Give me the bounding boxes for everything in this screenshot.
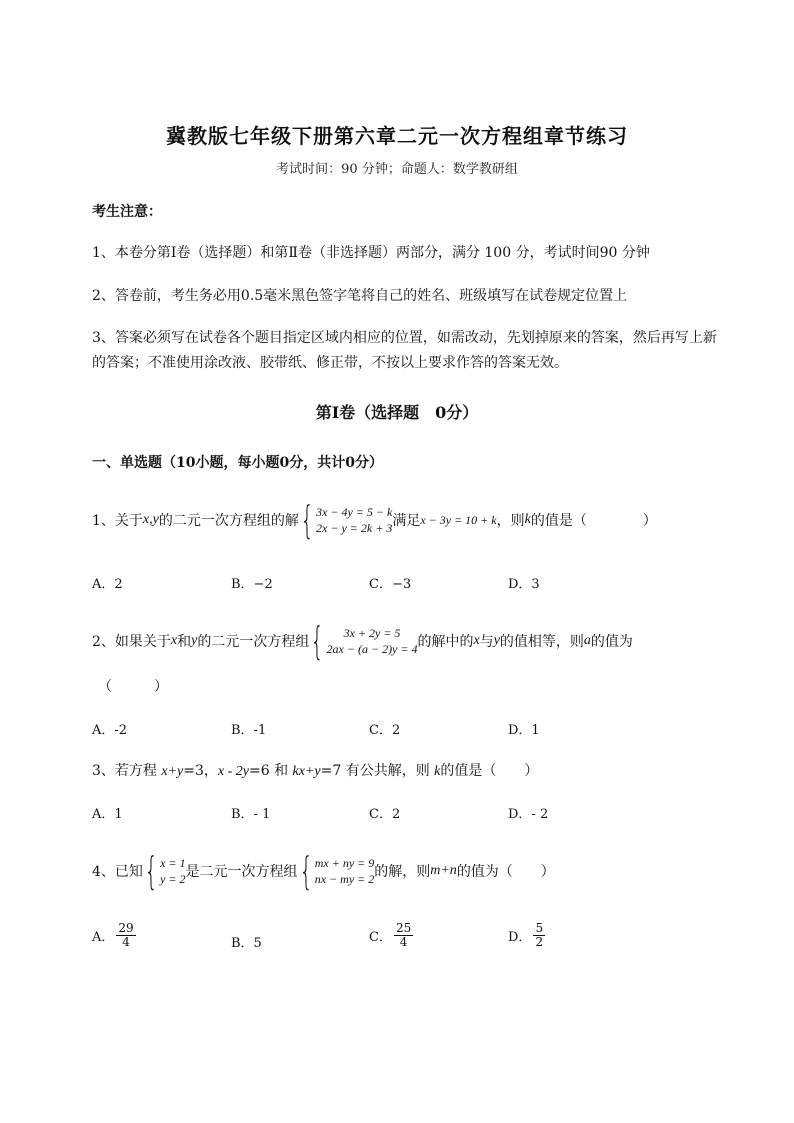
question-1 xyxy=(92,500,657,540)
q3-eq1: x+y xyxy=(161,764,184,779)
q2-eq2: 2ax − (a − 2)y = 4 xyxy=(326,642,418,656)
q1-vars: x,y xyxy=(142,512,159,527)
q3-eq3-value: =7 有公共解，则 xyxy=(320,763,430,779)
page-title: 冀教版七年级下册第六章二元一次方程组章节练习 xyxy=(166,124,628,148)
q1-tail-pre: ，则 xyxy=(496,513,525,529)
q2-y2: y xyxy=(493,633,500,648)
fraction-denominator: 2 xyxy=(535,935,544,949)
q4-option-b[interactable]: B．5 xyxy=(231,936,262,951)
q4-mid: 是二元一次方程组 xyxy=(185,864,298,880)
q3-option-d[interactable]: D．- 2 xyxy=(508,807,549,822)
q2-prefix: 2、如果关于 xyxy=(92,634,171,650)
q1-equation-system xyxy=(299,498,393,542)
q4-tail: 的值为（ ） xyxy=(456,864,555,880)
notice-item-2: 2、答卷前，考生务必用0.5毫米黑色签字笔将自己的姓名、班级填写在试卷规定位置上 xyxy=(92,288,628,304)
q1-eq1: 3x − 4y = 5 − k xyxy=(316,505,393,519)
notice-heading: 考生注意： xyxy=(92,204,162,220)
q2-after1: 的解中的 xyxy=(417,634,474,650)
q2-equation-system xyxy=(309,619,418,663)
q4-solution-system xyxy=(143,849,186,893)
q3-k: k xyxy=(434,764,441,779)
q3-eq3: kx+y xyxy=(292,764,321,779)
q4-option-d-label: D． xyxy=(508,930,532,945)
q1-k: k xyxy=(524,512,531,527)
q4-option-d[interactable] xyxy=(508,922,545,949)
question-4 xyxy=(92,850,555,892)
q2-after3: 的值相等，则 xyxy=(499,634,584,650)
q4-sol-x: x = 1 xyxy=(160,856,186,870)
notice-item-3: 3、答案必须写在试卷各个题目指定区域内相应的位置，如需改动，先划掉原来的答案，然后再写上新 xyxy=(92,330,717,346)
notice-item-1: 1、本卷分第Ⅰ卷（选择题）和第Ⅱ卷（非选择题）两部分，满分 100 分，考试时间90 分钟 xyxy=(92,245,650,261)
q3-eq2-value: =6 和 xyxy=(248,763,289,779)
brace-icon: { xyxy=(144,849,158,893)
q3-eq1-value: =3， xyxy=(183,763,218,779)
q1-option-d[interactable]: D．3 xyxy=(508,577,540,592)
q4-eq2: nx − my = 2 xyxy=(314,872,375,886)
q4-prefix: 4、已知 xyxy=(92,864,143,880)
fraction-numerator: 25 xyxy=(395,921,412,935)
q1-option-a[interactable]: A．2 xyxy=(92,577,123,592)
q4-sol-y: y = 2 xyxy=(160,872,186,886)
q1-condition: x − 3y = 10 + k xyxy=(420,512,497,527)
q2-a: a xyxy=(583,633,591,648)
q2-option-d[interactable]: D．1 xyxy=(508,723,540,738)
q4-after: 的解，则 xyxy=(374,864,431,880)
q3-option-a[interactable]: A．1 xyxy=(92,807,123,822)
q4-equation-system xyxy=(298,849,375,893)
q1-option-c[interactable]: C．−3 xyxy=(369,577,412,592)
q2-option-a[interactable]: A．-2 xyxy=(92,723,128,738)
brace-icon: { xyxy=(298,849,313,893)
q1-prefix: 1、关于 xyxy=(92,513,143,529)
fraction-denominator: 4 xyxy=(399,935,408,949)
section-title: 第Ⅰ卷（选择题 0分） xyxy=(315,403,479,422)
q4-option-a-fraction xyxy=(116,922,135,949)
q1-option-b[interactable]: B．−2 xyxy=(231,577,273,592)
q4-option-c-fraction xyxy=(394,922,413,949)
q1-eq2: 2x − y = 2k + 3 xyxy=(316,521,393,535)
question-3 xyxy=(92,760,538,780)
q4-option-a[interactable] xyxy=(92,922,136,949)
q2-y: y xyxy=(191,633,198,648)
q4-option-d-fraction xyxy=(533,922,545,949)
part-heading: 一、单选题（10小题，每小题0分，共计0分） xyxy=(92,455,383,471)
q4-option-c[interactable] xyxy=(369,922,413,949)
q3-option-c[interactable]: C．2 xyxy=(369,807,401,822)
q2-x2: x xyxy=(473,633,480,648)
brace-icon: { xyxy=(300,498,314,542)
fraction-denominator: 4 xyxy=(122,935,130,949)
question-2 xyxy=(92,620,633,662)
q2-after2: 与 xyxy=(479,634,494,650)
q4-option-c-label: C． xyxy=(369,930,392,945)
exam-info: 考试时间：90 分钟；命题人：数学教研组 xyxy=(276,162,518,177)
q3-option-b[interactable]: B．- 1 xyxy=(231,807,271,822)
q2-answer-paren: （ ） xyxy=(98,679,168,695)
q3-eq2: x - 2y xyxy=(217,764,249,779)
fraction-numerator: 5 xyxy=(535,921,544,935)
q2-after4: 的值为 xyxy=(590,634,633,650)
q2-option-b[interactable]: B．-1 xyxy=(231,723,267,738)
q2-mid: 的二元一次方程组 xyxy=(197,634,310,650)
q4-option-a-label: A． xyxy=(92,930,115,945)
q1-cond-pre: 满足 xyxy=(392,513,421,529)
q1-mid: 的二元一次方程组的解 xyxy=(158,513,299,529)
q2-and: 和 xyxy=(177,634,192,650)
notice-item-3-cont: 的答案；不准使用涂改液、胶带纸、修正带，不按以上要求作答的答案无效。 xyxy=(92,355,568,371)
q1-tail: 的值是（ ） xyxy=(530,513,657,529)
q2-option-c[interactable]: C．2 xyxy=(369,723,401,738)
brace-icon: { xyxy=(310,619,325,663)
q2-eq1: 3x + 2y = 5 xyxy=(343,626,401,640)
q4-expr: m+n xyxy=(430,863,457,878)
q2-x: x xyxy=(170,633,178,648)
q4-eq1: mx + ny = 9 xyxy=(314,856,375,870)
fraction-numerator: 29 xyxy=(118,921,134,935)
q3-prefix: 3、若方程 xyxy=(92,763,157,779)
q3-tail: 的值是（ ） xyxy=(440,763,539,779)
